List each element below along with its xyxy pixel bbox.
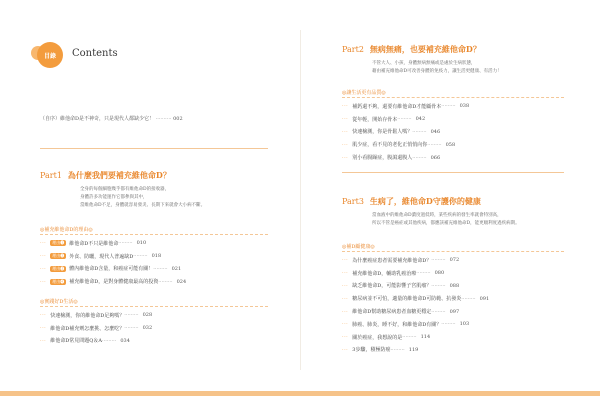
toc-leader: ········· xyxy=(416,270,431,277)
part2-number: Part2 xyxy=(342,45,364,54)
preface-leader: ·········· xyxy=(154,116,172,122)
toc-entry-text: 快速檢測，你的維他命D足夠嗎？ xyxy=(50,312,125,319)
bullet-dots-icon: ··· xyxy=(40,240,47,247)
badge-label: 目錄 xyxy=(43,52,56,60)
part1-intro xyxy=(80,186,205,210)
part1-number: Part1 xyxy=(40,171,62,180)
reason-chip: 理由❶ xyxy=(52,240,65,246)
toc-entry[interactable] xyxy=(342,100,469,113)
toc-leader: ········· xyxy=(441,103,456,110)
bullet-dots-icon: ··· xyxy=(40,325,47,332)
toc-page-number: 024 xyxy=(176,278,187,285)
bullet-dots-icon: ··· xyxy=(342,308,349,315)
toc-page-number: 072 xyxy=(449,257,460,264)
part1-title: 為什麼我們要補充維他命D？ xyxy=(67,170,171,180)
bottom-accent-bar xyxy=(0,391,600,396)
toc-page-number: 021 xyxy=(171,265,182,272)
toc-entry[interactable] xyxy=(342,254,489,267)
toc-entry[interactable] xyxy=(342,331,489,344)
toc-page-number: 103 xyxy=(459,321,470,328)
toc-entry[interactable] xyxy=(40,275,186,288)
part2-heading xyxy=(342,44,481,55)
part2-section-rule xyxy=(342,97,564,99)
toc-entry-text: 體內維他命D含量，和癌症可能有關！ xyxy=(69,266,154,273)
toc-leader: ········· xyxy=(402,334,417,341)
toc-entry-text: 為什麼癌症患者需要補充維他命D？ xyxy=(352,257,432,264)
toc-entry[interactable] xyxy=(342,267,489,280)
part3-intro-line: 當血液中的維他命D濃度過低時，某些疾病的發生率就會特別高， xyxy=(372,213,502,218)
bullet-dots-icon: ··· xyxy=(342,346,349,353)
bullet-dots-icon: ··· xyxy=(342,334,349,341)
toc-leader: ········· xyxy=(124,325,139,332)
toc-entry-text: 肌少症，看不見的老化正悄悄向你 xyxy=(352,142,428,149)
toc-leader: ········· xyxy=(412,154,427,161)
bullet-dots-icon: ··· xyxy=(40,312,47,319)
toc-page-number: 058 xyxy=(445,141,456,148)
bullet-dots-icon: ··· xyxy=(342,128,349,135)
toc-page-number: 114 xyxy=(420,334,431,341)
toc-entry[interactable] xyxy=(342,318,489,331)
part1-intro-line: 全身的每個細胞幾乎都有維他命D的接收器， xyxy=(80,187,170,192)
toc-entry[interactable] xyxy=(40,237,186,250)
bullet-dots-icon: ··· xyxy=(40,337,47,344)
toc-page-number: 046 xyxy=(430,128,441,135)
part3-number: Part3 xyxy=(342,197,364,206)
part3-section-tag: ◎補D顧健康◎ xyxy=(342,244,375,250)
part2-intro-line: 藉由補充維他命D可改善身體的免疫力，讓生活更健康、有活力！ xyxy=(372,69,502,74)
toc-leader: ········· xyxy=(118,240,133,247)
toc-entry-text: 補充維他命D，是對身體健康最高的投資 xyxy=(69,279,159,286)
toc-entry-text: 維他命D幫助糖尿病患者血糖更穩定 xyxy=(352,309,432,316)
toc-page-number: 032 xyxy=(142,325,153,332)
preface-label: （自序）維他命D是不神奇，只是現代人都缺少它！ xyxy=(40,116,155,122)
toc-entry[interactable] xyxy=(40,250,186,263)
part1-section1-list xyxy=(40,237,186,288)
toc-page-number: 038 xyxy=(459,103,470,110)
toc-page-number: 080 xyxy=(434,270,445,277)
bullet-dots-icon: ··· xyxy=(40,278,47,285)
bullet-dots-icon: ··· xyxy=(40,265,47,272)
toc-entry-text: 從年輕，開始存骨本 xyxy=(352,116,398,123)
toc-leader: ········· xyxy=(153,265,168,272)
toc-entry-text: 補鈣還不夠，還要有維他命D才能顧骨本 xyxy=(352,103,442,110)
toc-entry-text: 外食、防曬，現代人普遍缺D xyxy=(69,253,134,260)
toc-leader: ········· xyxy=(102,337,117,344)
part1-intro-line: 當維他命D不足，身體就容易發炎、長期下來就會大小病不斷。 xyxy=(80,203,206,208)
toc-entry-text: 快速檢測，你是骨鬆人嗎？ xyxy=(352,129,413,136)
bullet-dots-icon: ··· xyxy=(342,154,349,161)
toc-page-number: 091 xyxy=(479,295,490,302)
page-spine xyxy=(300,30,301,370)
toc-entry[interactable] xyxy=(342,113,469,126)
toc-leader: ········· xyxy=(431,308,446,315)
bullet-dots-icon: ··· xyxy=(342,282,349,289)
toc-entry[interactable] xyxy=(342,280,489,293)
toc-leader: ········· xyxy=(412,128,427,135)
bullet-dots-icon: ··· xyxy=(342,295,349,302)
toc-entry-text: 關於癌症，我想說的是 xyxy=(352,334,403,341)
toc-page-number: 034 xyxy=(120,337,130,344)
part3-intro xyxy=(372,212,520,228)
part2-intro-line: 不管大人、小孩，身體無病無痛或是處於生病狀態， xyxy=(372,61,476,66)
part1-heading xyxy=(40,170,171,181)
toc-entry-text: 糖尿病並不可怕，適量的維他命D可防範、抗發炎 xyxy=(352,296,462,303)
toc-entry[interactable] xyxy=(342,344,489,357)
toc-entry[interactable] xyxy=(342,151,469,164)
toc-page-number: 097 xyxy=(449,308,460,315)
toc-leader: ········· xyxy=(441,321,456,328)
toc-leader: ········· xyxy=(431,257,446,264)
toc-entry-text: 肺癌、肺炎，睡不好，和維他命D有關？ xyxy=(352,321,442,328)
toc-page-number: 119 xyxy=(408,346,419,353)
part2-section-tag: ◎讓生活更有品質◎ xyxy=(342,90,386,96)
part1-section2-list xyxy=(40,309,152,347)
bullet-dots-icon: ··· xyxy=(342,116,349,123)
contents-badge xyxy=(37,42,63,68)
reason-chip: 理由❷ xyxy=(52,253,65,259)
part2-intro xyxy=(372,60,502,76)
bullet-dots-icon: ··· xyxy=(342,270,349,277)
part1-intro-line: 身體許多功能運作它都參與其中， xyxy=(80,195,148,200)
toc-entry-text: 維他命D常見問題Q＆A xyxy=(50,338,103,345)
toc-entry-text: 3步驟，積極防癌 xyxy=(352,347,391,354)
toc-entry-text: 補充維他命D，輔助乳癌治療 xyxy=(352,270,417,277)
toc-page-number: 018 xyxy=(151,253,162,260)
toc-leader: ········· xyxy=(427,141,442,148)
toc-leader: ········· xyxy=(461,295,476,302)
toc-leader: ········· xyxy=(431,282,446,289)
toc-entry-text: 缺乏維他命D，可能影響子宮肌瘤？ xyxy=(352,283,432,290)
toc-entry[interactable] xyxy=(342,292,489,305)
part1-section2-tag: ◎實踐好D生活◎ xyxy=(40,299,78,305)
preface-entry[interactable] xyxy=(40,115,183,123)
toc-entry-text: 維他命D補充劑怎麼挑、怎麼吃？ xyxy=(50,325,125,332)
toc-entry[interactable] xyxy=(342,126,469,139)
part3-title: 生病了，維他命D守護你的健康 xyxy=(369,196,481,206)
toc-page-number: 010 xyxy=(136,240,147,247)
bullet-dots-icon: ··· xyxy=(342,141,349,148)
contents-title: Contents xyxy=(72,48,118,59)
toc-leader: ········· xyxy=(158,278,173,285)
bullet-dots-icon: ··· xyxy=(342,257,349,264)
toc-entry[interactable] xyxy=(40,309,152,322)
toc-page-number: 066 xyxy=(430,154,441,161)
toc-entry[interactable] xyxy=(40,335,152,348)
part2-list xyxy=(342,100,469,164)
toc-entry[interactable] xyxy=(342,305,489,318)
bullet-dots-icon: ··· xyxy=(40,253,47,260)
part1-section1-tag: ◎補充維他命D的理由◎ xyxy=(40,227,93,233)
part1-section2-rule xyxy=(40,306,268,308)
preface-page: 002 xyxy=(173,116,183,122)
toc-entry[interactable] xyxy=(342,138,469,151)
part1-section1-rule xyxy=(40,234,268,236)
part3-list xyxy=(342,254,489,356)
part3-intro-line: 所以不管是癌症或其他疾病，都應該補充維他命D，能更順利度過疾病期。 xyxy=(372,221,520,226)
toc-page-number: 042 xyxy=(415,116,426,123)
toc-entry[interactable] xyxy=(40,263,186,276)
part2-title: 無病無痛，也要補充維他命D？ xyxy=(369,44,481,54)
toc-page-number: 028 xyxy=(142,312,153,319)
toc-leader: ········· xyxy=(390,346,405,353)
reason-chip: 理由❹ xyxy=(52,278,65,284)
toc-leader: ········· xyxy=(397,116,412,123)
bullet-dots-icon: ··· xyxy=(342,321,349,328)
part3-heading xyxy=(342,196,481,207)
part3-section-rule xyxy=(342,251,564,253)
toc-entry-text: 別小看腸躁症，腹瀉還腹人 xyxy=(352,155,413,162)
toc-leader: ········· xyxy=(124,312,139,319)
right-divider xyxy=(342,172,564,173)
toc-page-number: 088 xyxy=(449,282,460,289)
toc-entry-text: 維他命D不只是維他命 xyxy=(69,240,119,247)
reason-chip: 理由❸ xyxy=(52,265,65,271)
left-divider xyxy=(40,148,268,149)
toc-entry[interactable] xyxy=(40,322,152,335)
bullet-dots-icon: ··· xyxy=(342,103,349,110)
toc-leader: ········· xyxy=(133,253,148,260)
